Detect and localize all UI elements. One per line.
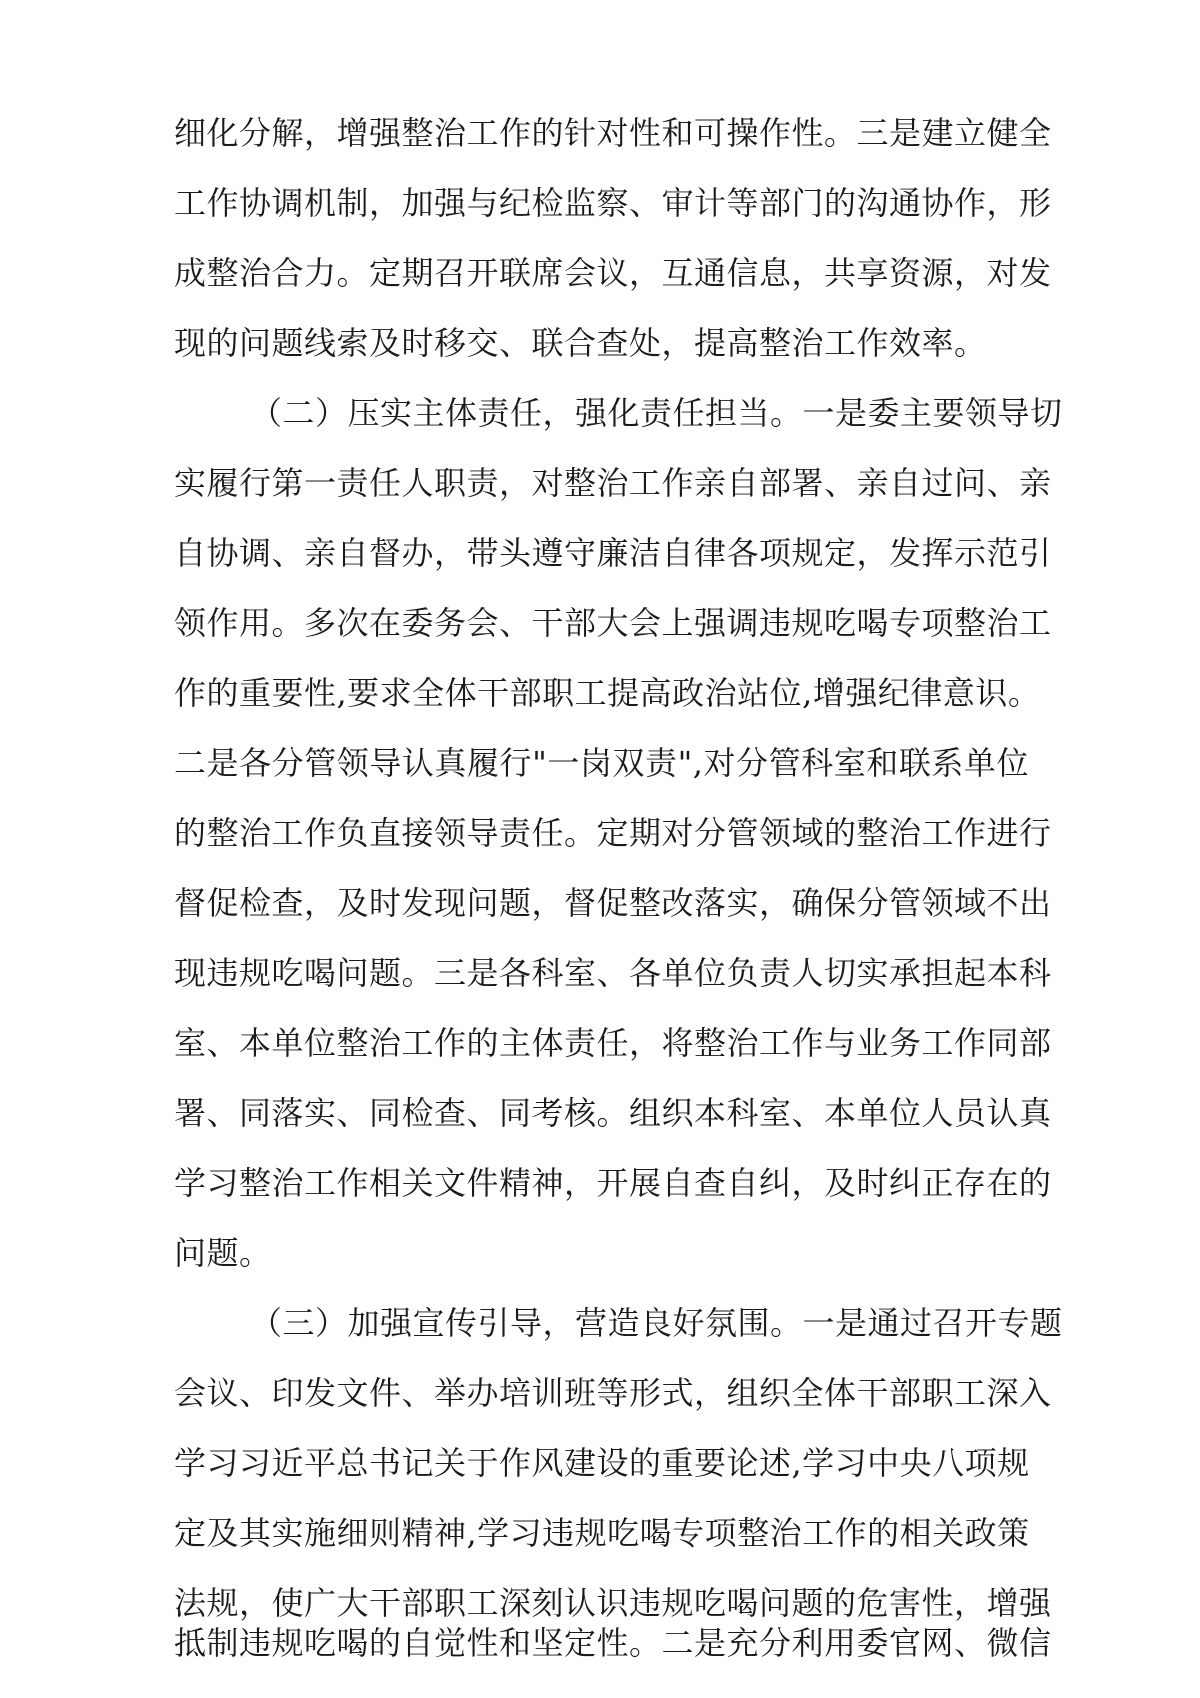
paragraph-line: 工作协调机制，加强与纪检监察、审计等部门的沟通协作，形 (174, 184, 1052, 222)
paragraph-line: 督促检查，及时发现问题，督促整改落实，确保分管领域不出 (174, 884, 1052, 922)
paragraph-line: 抵制违规吃喝的自觉性和坚定性。二是充分利用委官网、微信 (174, 1624, 1052, 1662)
paragraph-line: 成整治合力。定期召开联席会议，互通信息，共享资源，对发 (174, 254, 1052, 292)
section-heading-line: （二）压实主体责任，强化责任担当。一是委主要领导切 (250, 394, 1063, 432)
paragraph-line: 学习整治工作相关文件精神，开展自查自纠，及时纠正存在的 (174, 1164, 1052, 1202)
paragraph-line: 室、本单位整治工作的主体责任，将整治工作与业务工作同部 (174, 1024, 1052, 1062)
paragraph-line: 问题。 (174, 1234, 272, 1272)
paragraph-line: 现违规吃喝问题。三是各科室、各单位负责人切实承担起本科 (174, 954, 1052, 992)
paragraph-line: 署、同落实、同检查、同考核。组织本科室、本单位人员认真 (174, 1094, 1052, 1132)
paragraph-line: 定及其实施细则精神,学习违规吃喝专项整治工作的相关政策 (174, 1514, 1030, 1552)
paragraph-line: 法规，使广大干部职工深刻认识违规吃喝问题的危害性，增强 (174, 1584, 1052, 1622)
paragraph-line: 会议、印发文件、举办培训班等形式，组织全体干部职工深入 (174, 1374, 1052, 1412)
paragraph-line: 的整治工作负直接领导责任。定期对分管领域的整治工作进行 (174, 814, 1052, 852)
paragraph-line: 细化分解，增强整治工作的针对性和可操作性。三是建立健全 (174, 114, 1052, 152)
section-heading-line: （三）加强宣传引导，营造良好氛围。一是通过召开专题 (250, 1304, 1063, 1342)
paragraph-line: 作的重要性,要求全体干部职工提高政治站位,增强纪律意识。 (174, 674, 1041, 712)
paragraph-line: 领作用。多次在委务会、干部大会上强调违规吃喝专项整治工 (174, 604, 1052, 642)
paragraph-line: 学习习近平总书记关于作风建设的重要论述,学习中央八项规 (174, 1444, 1030, 1482)
paragraph-line: 自协调、亲自督办，带头遵守廉洁自律各项规定，发挥示范引 (174, 534, 1052, 572)
paragraph-line: 实履行第一责任人职责，对整治工作亲自部署、亲自过问、亲 (174, 464, 1052, 502)
paragraph-line: 现的问题线索及时移交、联合查处，提高整治工作效率。 (174, 324, 987, 362)
paragraph-line: 二是各分管领导认真履行"一岗双责",对分管科室和联系单位 (174, 744, 1029, 782)
